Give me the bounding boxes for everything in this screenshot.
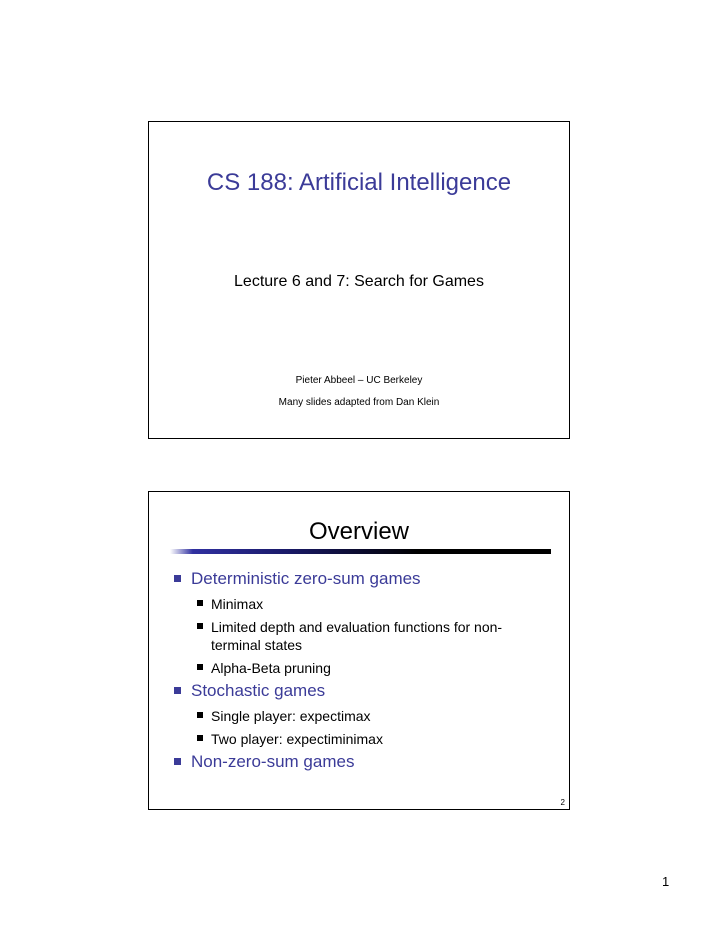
sub-bullet-item: Limited depth and evaluation functions for non-terminal states (149, 618, 569, 654)
bullet-item: Stochastic games (149, 680, 569, 702)
square-bullet-icon (174, 575, 181, 582)
sub-bullet-item: Two player: expectiminimax (149, 730, 569, 748)
slide-overview (148, 491, 570, 810)
slide-subtitle: Lecture 6 and 7: Search for Games (234, 273, 484, 290)
overview-title: Overview (308, 518, 410, 545)
square-bullet-icon (197, 712, 203, 718)
sub-bullet-item: Alpha-Beta pruning (149, 659, 569, 677)
slide-credit: Many slides adapted from Dan Klein (278, 397, 440, 408)
sub-bullet-item: Single player: expectimax (149, 707, 569, 725)
bullet-list (149, 568, 569, 773)
square-bullet-icon (174, 687, 181, 694)
square-bullet-icon (197, 600, 203, 606)
bullet-item: Deterministic zero-sum games (149, 568, 569, 590)
title-underline (170, 549, 551, 554)
slide-author: Pieter Abbeel – UC Berkeley (295, 375, 423, 386)
square-bullet-icon (174, 758, 181, 765)
slide-title (148, 121, 570, 439)
square-bullet-icon (197, 735, 203, 741)
square-bullet-icon (197, 623, 203, 629)
bullet-item: Non-zero-sum games (149, 751, 569, 773)
page-number: 1 (662, 874, 670, 889)
square-bullet-icon (197, 664, 203, 670)
slide-title-heading: CS 188: Artificial Intelligence (206, 169, 512, 196)
slide-number: 2 (560, 798, 565, 807)
sub-bullet-item: Minimax (149, 595, 569, 613)
